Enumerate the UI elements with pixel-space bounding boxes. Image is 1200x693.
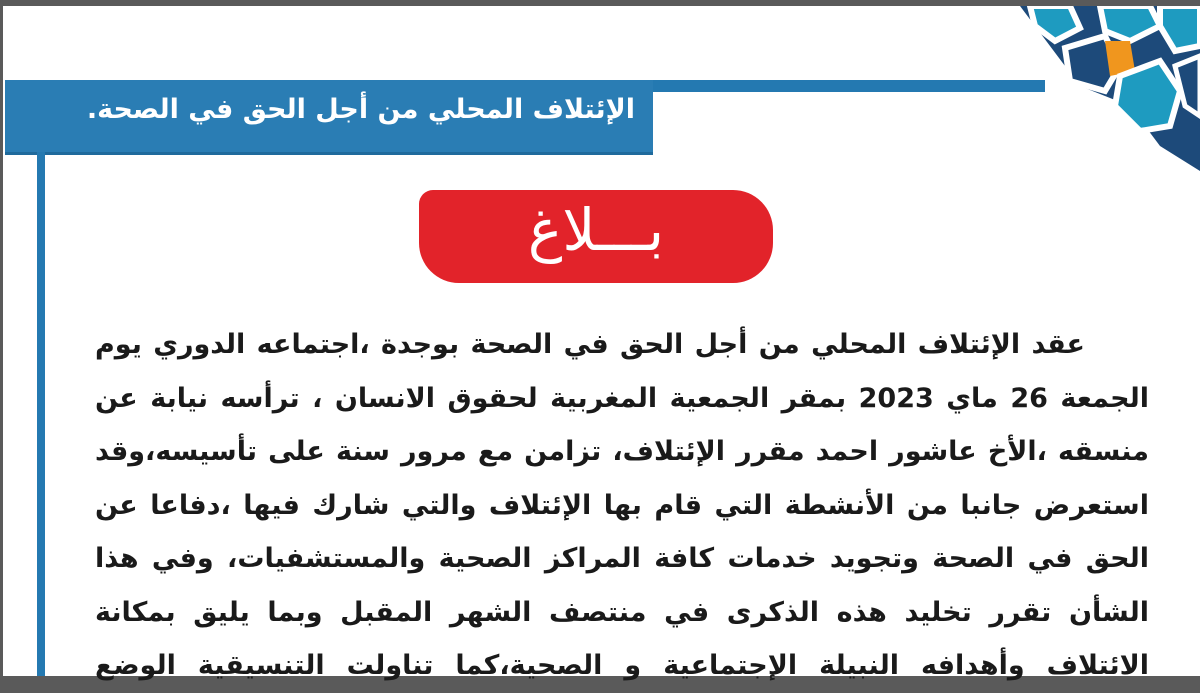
header-banner (5, 80, 653, 155)
body-line: استعرض جانبا من الأنشطة التي قام بها الإئتلاف والتي شارك فيها ،دفاعا عن (95, 489, 1149, 521)
body-text (95, 318, 1149, 693)
body-line: الجمعة 26 ماي 2023 بمقر الجمعية المغربية لحقوق الانسان ، ترأسه نيابة عن (95, 382, 1149, 414)
body-line: الشأن تقرر تخليد هذه الذكرى في منتصف الشهر المقبل وبما يليق بمكانة (95, 596, 1149, 628)
left-rule (37, 152, 45, 676)
announcement-label: بـــلاغ (527, 196, 665, 264)
announcement-badge (419, 190, 773, 283)
body-line: عقد الإئتلاف المحلي من أجل الحق في الصحة بوجدة ،اجتماعه الدوري يوم (95, 329, 1085, 360)
body-line: منسقه ،الأخ عاشور احمد مقرر الإئتلاف، تزامن مع مرور سنة على تأسيسه،وقد (95, 436, 1149, 467)
document-page (3, 6, 1200, 681)
body-line: الحق في الصحة وتجويد خدمات كافة المراكز الصحية والمستشفيات، وفي هذا (95, 543, 1149, 574)
header-title: الإئتلاف المحلي من أجل الحق في الصحة. (86, 94, 635, 125)
body-line: الائتلاف وأهدافه النبيلة الإجتماعية و الصحية،كما تناولت التنسيقية الوضع (95, 650, 1149, 681)
